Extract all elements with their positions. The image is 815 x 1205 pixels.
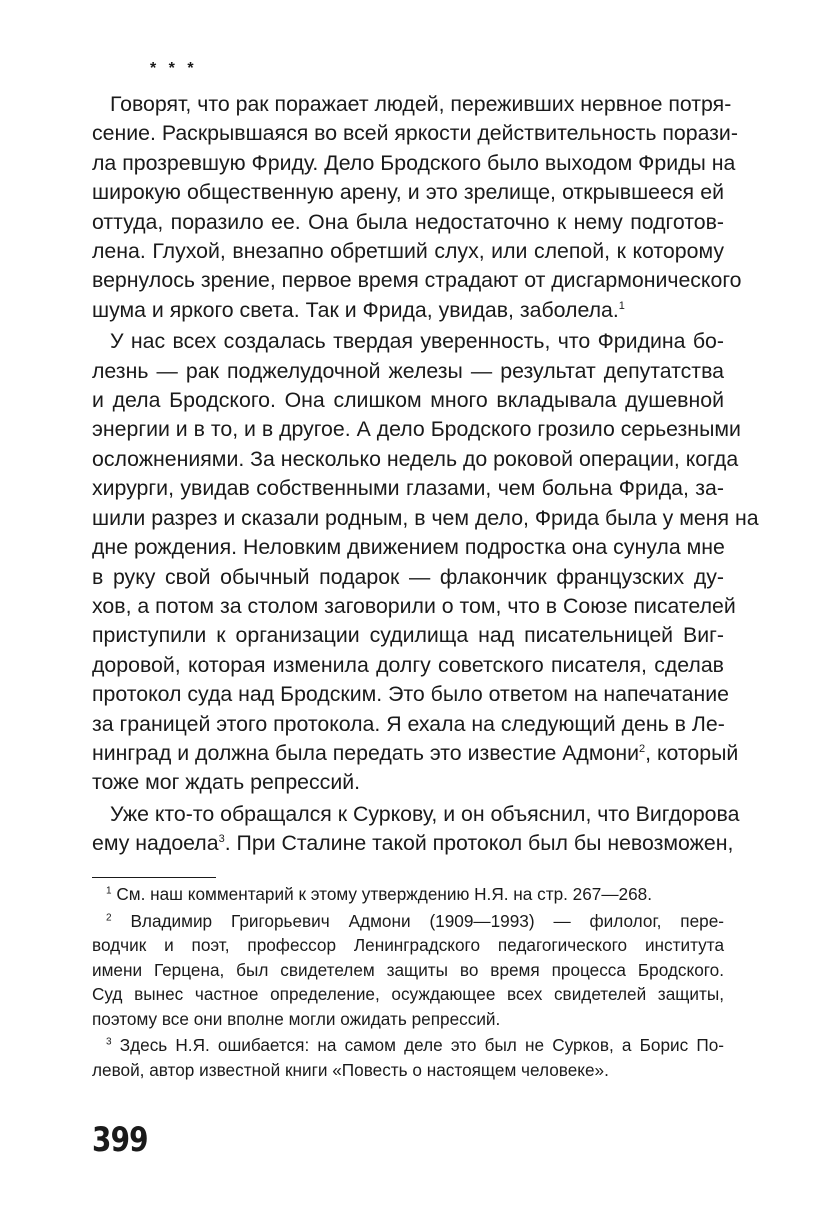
footnote-1 <box>92 882 724 907</box>
footnote-line: левой, автор известной книги «Повесть о настоящем человеке». <box>92 1059 609 1080</box>
text-line: приступили к организации судилища над писательницей Виг- <box>92 623 724 648</box>
text-line: в руку свой обычный подарок — флакончик французских ду- <box>92 564 724 589</box>
text-line: и дела Бродского. Она слишком много вкладывала душевной <box>92 388 724 413</box>
section-separator: * * * <box>150 60 198 77</box>
text-line: Уже кто-то обращался к Суркову, и он объяснил, что Вигдорова <box>110 801 740 826</box>
text-line: протокол суда над Бродским. Это было ответом на напечатание <box>92 682 729 707</box>
page-number: 399 <box>92 1120 148 1160</box>
text-fragment: Владимир Григорьевич Адмони (1909—1993) — филолог, пере- <box>130 910 724 931</box>
text-line: лезнь — рак поджелудочной железы — результат депутатства <box>92 358 724 383</box>
footnote-number: 3 <box>106 1036 112 1048</box>
text-line: оттуда, поразило ее. Она была недостаточно к нему подготов- <box>92 209 724 234</box>
text-line: шили разрез и сказали родным, в чем дело, Фрида была у меня на <box>92 505 759 530</box>
footnote-3 <box>92 1033 724 1082</box>
footnotes <box>92 882 724 1084</box>
text-line: за границей этого протокола. Я ехала на следующий день в Ле- <box>92 711 725 736</box>
footnote-line: водчик и поэт, профессор Ленинградского педагогического института <box>92 935 724 955</box>
footnote-line <box>92 909 724 934</box>
text-line: широкую общественную арену, и это зрелище, открывшееся ей <box>92 180 724 205</box>
footnote-line: Суд вынес частное определение, осуждающее всех свидетелей защиты, <box>92 984 724 1004</box>
footnote-ref-2[interactable]: 2 <box>638 742 646 755</box>
text-fragment: нинград и должна была передать это известие Адмони <box>92 740 639 765</box>
footnote-ref-3[interactable]: 3 <box>218 833 225 846</box>
text-line: ла прозревшую Фриду. Дело Бродского было выходом Фриды на <box>92 150 736 175</box>
text-line <box>92 739 739 768</box>
text-line: тоже мог ждать репрессий. <box>92 770 361 795</box>
text-line: лена. Глухой, внезапно обретший слух, или слепой, к которому <box>92 239 724 264</box>
text-line <box>92 829 734 858</box>
text-fragment: шума и яркого света. Так и Фрида, увидав, заболела. <box>92 297 619 322</box>
footnote-number: 2 <box>106 911 112 923</box>
text-fragment: . При Сталине такой протокол был бы невозможен, <box>224 831 734 856</box>
paragraph-2 <box>92 327 759 798</box>
footnote-2 <box>92 909 724 1032</box>
text-fragment: ему надоела <box>92 831 219 856</box>
footnote-divider <box>92 877 216 878</box>
text-fragment: , который <box>645 740 739 765</box>
footnote-line: поэтому все они вполне могли ожидать репрессий. <box>92 1008 501 1029</box>
footnote-number: 1 <box>106 885 112 897</box>
text-fragment: См. наш комментарий к этому утверждению Н.Я. на стр. 267—268. <box>116 884 653 904</box>
text-fragment: Здесь Н.Я. ошибается: на самом деле это был не Сурков, а Борис По- <box>119 1035 724 1055</box>
text-line: сение. Раскрывшаяся во всей яркости действительность порази- <box>92 121 738 146</box>
text-line: осложнениями. За несколько недель до роковой операции, когда <box>92 446 739 471</box>
text-line: хов, а потом за столом заговорили о том, что в Союзе писателей <box>92 593 736 618</box>
paragraph-1 <box>92 90 742 325</box>
text-line: вернулось зрение, первое время страдают от дисгармонического <box>92 268 742 293</box>
text-line: дне рождения. Неловким движением подростка она сунула мне <box>92 535 725 560</box>
paragraph-3 <box>92 800 740 859</box>
text-line <box>92 296 724 325</box>
text-line: Говорят, что рак поражает людей, переживших нервное потря- <box>110 92 732 116</box>
main-text <box>92 90 759 861</box>
text-line: энергии и в то, и в другое. А дело Бродского грозило серьезными <box>92 417 741 442</box>
footnote-line: имени Герцена, был свидетелем защиты во время процесса Бродского. <box>92 959 724 980</box>
footnote-line <box>92 882 724 907</box>
footnote-line <box>92 1033 724 1058</box>
text-line: хирурги, увидав собственными глазами, чем больна Фрида, за- <box>92 476 724 501</box>
text-line: доровой, которая изменила долгу советского писателя, сделав <box>92 652 724 677</box>
text-line: У нас всех создалась твердая уверенность, что Фридина бо- <box>110 329 724 354</box>
footnote-ref-1[interactable]: 1 <box>618 299 625 312</box>
